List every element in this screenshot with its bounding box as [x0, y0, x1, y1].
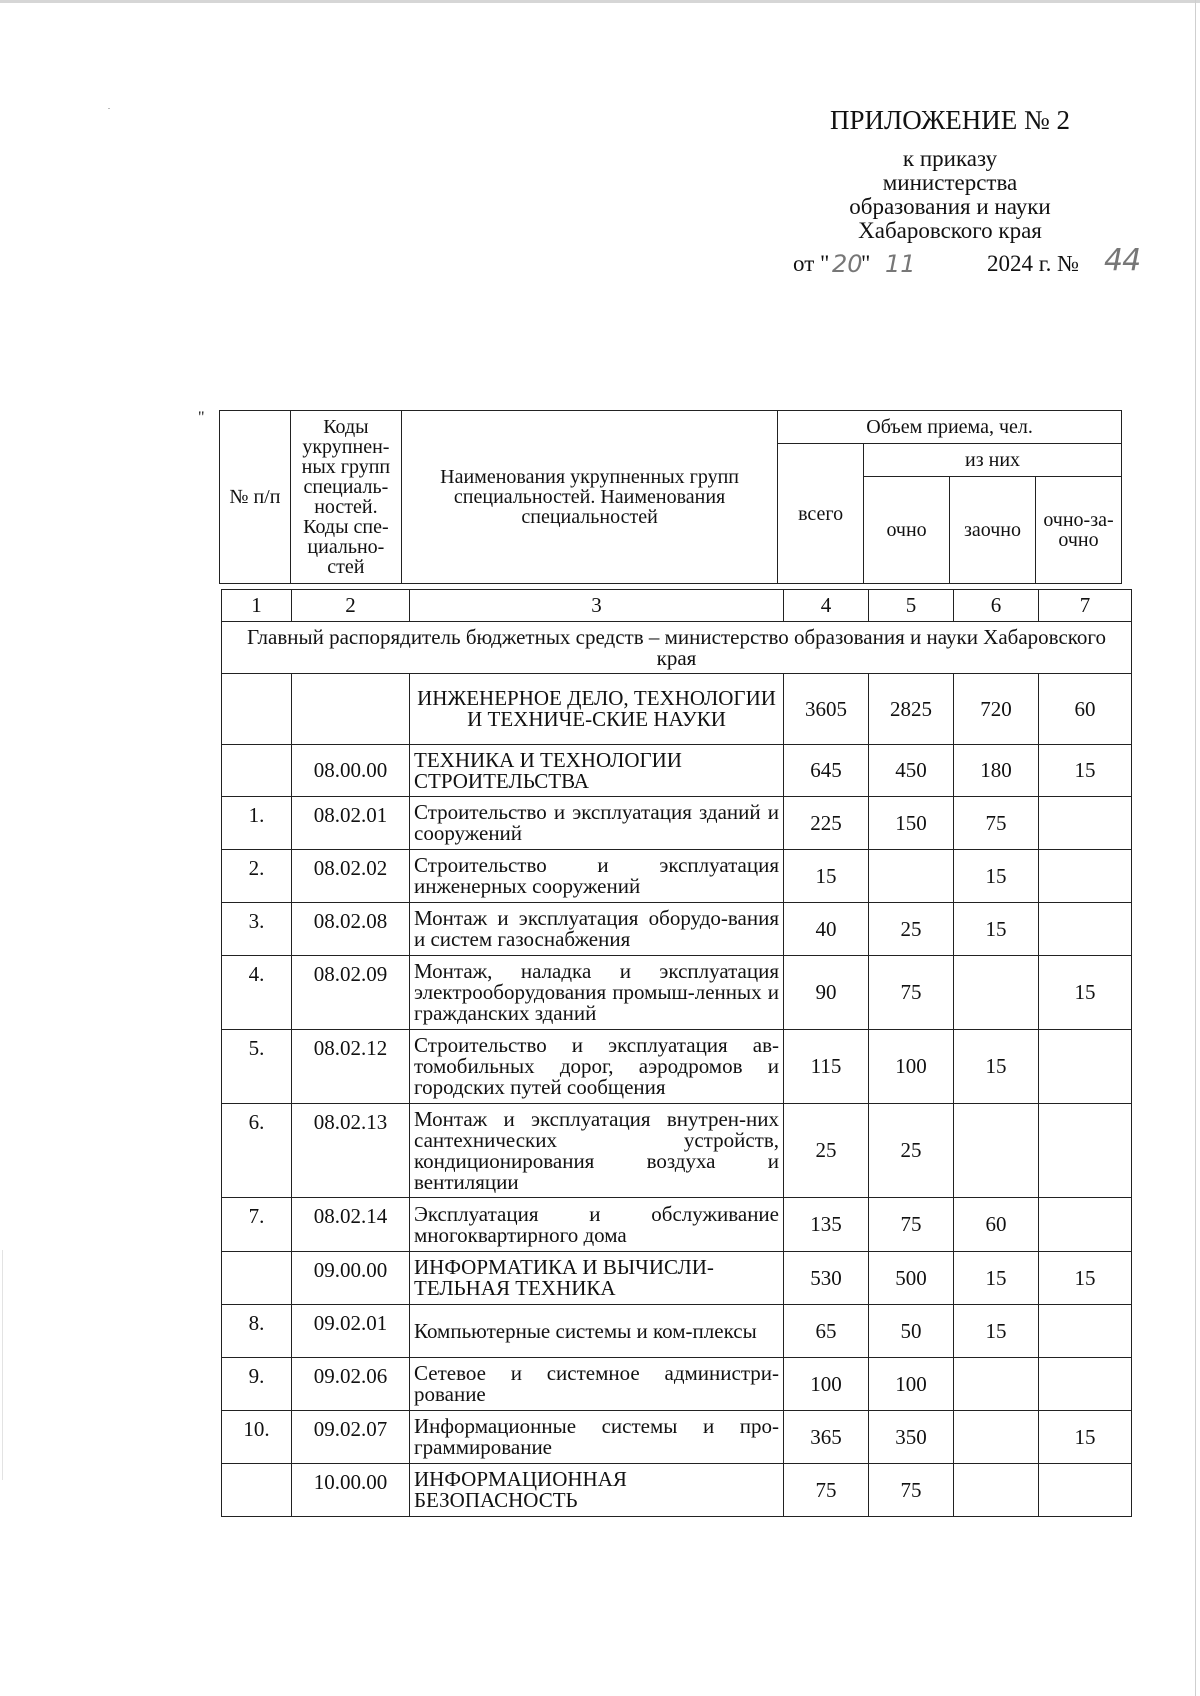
scan-right-edge — [1195, 0, 1196, 1696]
row-full-time: 75 — [869, 1198, 954, 1252]
scan-left-edge — [2, 1250, 3, 1480]
quote-mark: " — [198, 409, 205, 426]
row-num: 4. — [222, 956, 292, 1030]
row-mixed: 15 — [1039, 745, 1132, 797]
row-code: 08.02.08 — [292, 903, 410, 956]
row-total: 25 — [784, 1104, 869, 1198]
row-total: 15 — [784, 850, 869, 903]
column-number: 5 — [869, 590, 954, 622]
row-code: 10.00.00 — [292, 1464, 410, 1517]
row-full-time — [869, 850, 954, 903]
row-mixed — [1039, 1358, 1132, 1411]
column-number: 2 — [292, 590, 410, 622]
row-full-time: 100 — [869, 1358, 954, 1411]
row-mixed: 60 — [1039, 674, 1132, 745]
column-number: 7 — [1039, 590, 1132, 622]
row-name: Строительство и эксплуатация ав-томобильных дорог, аэродромов и городских путей сообщения — [410, 1030, 784, 1104]
header-line: министерства — [882, 170, 1018, 195]
row-num: 7. — [222, 1198, 292, 1252]
row-code: 08.00.00 — [292, 745, 410, 797]
row-name: ТЕХНИКА И ТЕХНОЛОГИИ СТРОИТЕЛЬСТВА — [410, 745, 784, 797]
header-line: к приказу — [902, 146, 998, 171]
column-number: 4 — [784, 590, 869, 622]
row-mixed — [1039, 1464, 1132, 1517]
row-mixed — [1039, 903, 1132, 956]
row-code: 09.02.07 — [292, 1411, 410, 1464]
row-part-time — [954, 1358, 1039, 1411]
row-num — [222, 1464, 292, 1517]
row-name: Монтаж и эксплуатация оборудо-вания и систем газоснабжения — [410, 903, 784, 956]
scan-top-edge — [0, 0, 1200, 3]
table-row — [222, 1104, 1132, 1198]
row-total: 65 — [784, 1305, 869, 1358]
row-num: 1. — [222, 797, 292, 850]
table-row — [222, 1252, 1132, 1305]
order-number-handwritten: 44 — [1104, 243, 1141, 278]
row-mixed — [1039, 1104, 1132, 1198]
row-part-time: 15 — [954, 1030, 1039, 1104]
row-part-time: 60 — [954, 1198, 1039, 1252]
row-mixed — [1039, 797, 1132, 850]
row-name: Эксплуатация и обслуживание многоквартирного дома — [410, 1198, 784, 1252]
order-day-handwritten: 20 — [832, 250, 863, 278]
table-row — [222, 903, 1132, 956]
column-number: 1 — [222, 590, 292, 622]
header-line: образования и науки — [849, 194, 1051, 219]
row-name: Информационные системы и про-граммирование — [410, 1411, 784, 1464]
order-date-line — [793, 243, 1153, 283]
row-code: 09.02.01 — [292, 1305, 410, 1358]
header-mixed: очно-за-очно — [1035, 477, 1121, 584]
column-number: 3 — [410, 590, 784, 622]
row-code: 09.02.06 — [292, 1358, 410, 1411]
row-name: Монтаж и эксплуатация внутрен-них сантехнических устройств, кондиционирования воздуха и вентиляции — [410, 1104, 784, 1198]
row-total: 530 — [784, 1252, 869, 1305]
table-row — [222, 850, 1132, 903]
table-row — [222, 1358, 1132, 1411]
table-row — [222, 745, 1132, 797]
header-volume: Объем приема, чел. — [778, 411, 1122, 444]
row-name: Монтаж, наладка и эксплуатация электрооборудования промыш-ленных и гражданских зданий — [410, 956, 784, 1030]
row-total: 115 — [784, 1030, 869, 1104]
header-of-them: из них — [864, 444, 1122, 477]
row-mixed — [1039, 850, 1132, 903]
appendix-header — [770, 103, 1130, 243]
row-part-time: 180 — [954, 745, 1039, 797]
header-names: Наименования укрупненных групп специальностей. Наименования специальностей — [402, 411, 778, 584]
row-part-time — [954, 1104, 1039, 1198]
admission-table — [221, 589, 1132, 1517]
table-row — [222, 1030, 1132, 1104]
row-part-time: 75 — [954, 797, 1039, 850]
row-num: 10. — [222, 1411, 292, 1464]
table-row — [222, 956, 1132, 1030]
row-full-time: 450 — [869, 745, 954, 797]
column-numbers-row — [222, 590, 1132, 622]
table-row — [222, 797, 1132, 850]
header-codes: Коды укрупнен-ных групп специаль-ностей. Коды спе-циально-стей — [290, 411, 401, 584]
row-part-time — [954, 956, 1039, 1030]
row-total: 225 — [784, 797, 869, 850]
table-row — [222, 1411, 1132, 1464]
header-part-time: заочно — [950, 477, 1036, 584]
row-name: Сетевое и системное администри-рование — [410, 1358, 784, 1411]
row-total: 365 — [784, 1411, 869, 1464]
row-mixed — [1039, 1198, 1132, 1252]
row-total: 645 — [784, 745, 869, 797]
row-total: 3605 — [784, 674, 869, 745]
column-number: 6 — [954, 590, 1039, 622]
table-row — [222, 674, 1132, 745]
table-header — [219, 410, 1122, 584]
row-mixed — [1039, 1030, 1132, 1104]
row-part-time — [954, 1464, 1039, 1517]
row-num: 8. — [222, 1305, 292, 1358]
row-code: 08.02.09 — [292, 956, 410, 1030]
row-full-time: 350 — [869, 1411, 954, 1464]
header-full-time: очно — [864, 477, 950, 584]
row-full-time: 100 — [869, 1030, 954, 1104]
appendix-title: ПРИЛОЖЕНИЕ № 2 — [829, 105, 1071, 135]
row-part-time: 15 — [954, 1252, 1039, 1305]
row-code: 08.02.14 — [292, 1198, 410, 1252]
header-total: всего — [778, 444, 864, 584]
row-code: 09.00.00 — [292, 1252, 410, 1305]
row-mixed: 15 — [1039, 956, 1132, 1030]
row-code: 08.02.12 — [292, 1030, 410, 1104]
scan-speck — [108, 108, 110, 109]
row-full-time: 2825 — [869, 674, 954, 745]
row-full-time: 25 — [869, 903, 954, 956]
row-full-time: 75 — [869, 956, 954, 1030]
row-full-time: 150 — [869, 797, 954, 850]
row-name: Строительство и эксплуатация инженерных сооружений — [410, 850, 784, 903]
header-num: № п/п — [220, 411, 291, 584]
row-part-time: 15 — [954, 1305, 1039, 1358]
header-line: Хабаровского края — [858, 218, 1042, 243]
row-part-time — [954, 1411, 1039, 1464]
row-num — [222, 1252, 292, 1305]
row-total: 135 — [784, 1198, 869, 1252]
row-num: 5. — [222, 1030, 292, 1104]
row-full-time: 75 — [869, 1464, 954, 1517]
row-total: 100 — [784, 1358, 869, 1411]
row-part-time: 15 — [954, 850, 1039, 903]
row-code — [292, 674, 410, 745]
row-num — [222, 674, 292, 745]
row-num: 9. — [222, 1358, 292, 1411]
order-prefix: от " — [793, 251, 830, 276]
row-name: Строительство и эксплуатация зданий и сооружений — [410, 797, 784, 850]
row-code: 08.02.02 — [292, 850, 410, 903]
row-name: ИНЖЕНЕРНОЕ ДЕЛО, ТЕХНОЛОГИИ И ТЕХНИЧЕ-СКИЕ НАУКИ — [410, 674, 784, 745]
row-name: ИНФОРМАТИКА И ВЫЧИСЛИ-ТЕЛЬНАЯ ТЕХНИКА — [410, 1252, 784, 1305]
row-total: 90 — [784, 956, 869, 1030]
row-mixed: 15 — [1039, 1411, 1132, 1464]
order-year: 2024 г. № — [987, 251, 1080, 276]
row-full-time: 500 — [869, 1252, 954, 1305]
row-mixed — [1039, 1305, 1132, 1358]
row-part-time: 720 — [954, 674, 1039, 745]
order-quote-close: " — [861, 251, 871, 276]
row-num: 3. — [222, 903, 292, 956]
row-num: 6. — [222, 1104, 292, 1198]
row-full-time: 50 — [869, 1305, 954, 1358]
table-row — [222, 1305, 1132, 1358]
row-code: 08.02.13 — [292, 1104, 410, 1198]
order-month-handwritten: 11 — [885, 250, 916, 278]
row-num: 2. — [222, 850, 292, 903]
row-part-time: 15 — [954, 903, 1039, 956]
row-total: 75 — [784, 1464, 869, 1517]
row-mixed: 15 — [1039, 1252, 1132, 1305]
row-num — [222, 745, 292, 797]
row-code: 08.02.01 — [292, 797, 410, 850]
row-full-time: 25 — [869, 1104, 954, 1198]
row-name: ИНФОРМАЦИОННАЯ БЕЗОПАСНОСТЬ — [410, 1464, 784, 1517]
table-row — [222, 1198, 1132, 1252]
row-name: Компьютерные системы и ком-плексы — [410, 1305, 784, 1358]
section-row — [222, 622, 1132, 674]
row-total: 40 — [784, 903, 869, 956]
table-row — [222, 1464, 1132, 1517]
section-title: Главный распорядитель бюджетных средств – министерство образования и науки Хабаровского края — [222, 622, 1132, 674]
